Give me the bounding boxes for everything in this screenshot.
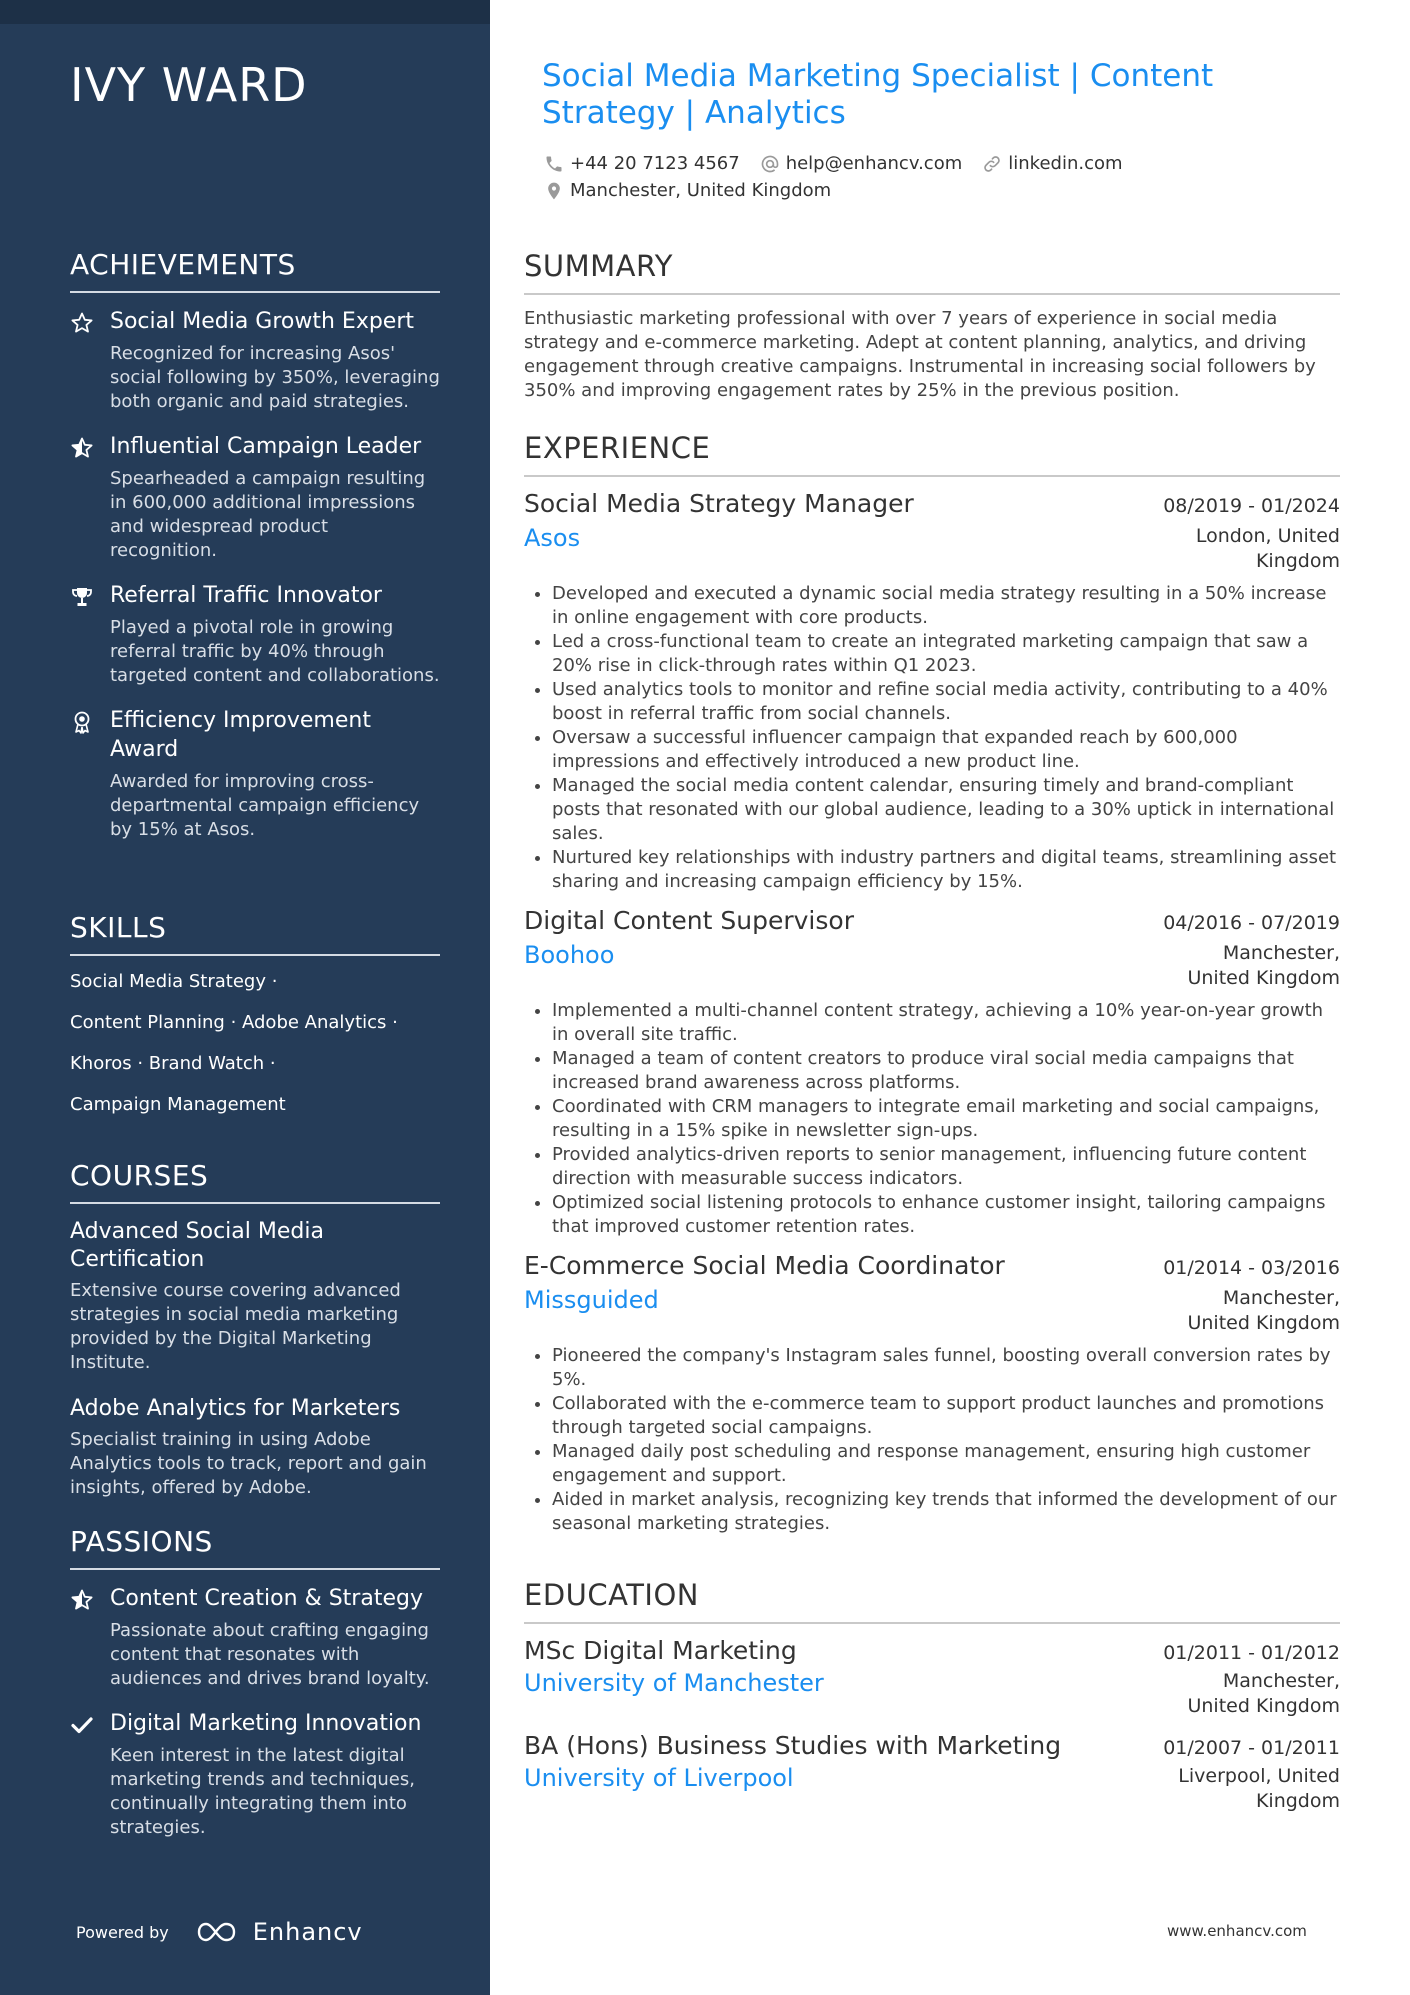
achievement-title: Referral Traffic Innovator — [110, 583, 382, 608]
award-ribbon-icon — [70, 706, 110, 842]
sidebar — [0, 0, 490, 1995]
education-section — [524, 1578, 1340, 1826]
job-dates: 08/2019 - 01/2024 — [1163, 495, 1340, 517]
summary-text: Enthusiastic marketing professional with over 7 years of experience in social media strategy and e-commerce marketing. Adept at content planning, analytics, and driving engagement through creative campaigns. Instrumental in increasing social followers by 350% and improving engagement rates by 25% in the previous position. — [524, 308, 1316, 401]
school-name[interactable]: University of Manchester — [524, 1669, 824, 1697]
job-bullets — [524, 1344, 1340, 1536]
bullet-item: • Implemented a multi-channel content strategy, achieving a 10% year-on-year growth in overall site traffic. — [552, 999, 1340, 1047]
phone-text: +44 20 7123 4567 — [570, 153, 740, 174]
contact-info — [544, 150, 1143, 204]
course-desc: Extensive course covering advanced strategies in social media marketing provided by the Digital Marketing Institute. — [70, 1280, 401, 1373]
courses-heading: COURSES — [70, 1159, 440, 1204]
star-outline-icon — [70, 307, 110, 414]
website-link[interactable]: www.enhancv.com — [1167, 1922, 1307, 1940]
job-location: Manchester, United Kingdom — [1187, 1287, 1340, 1334]
powered-by-label: Powered by — [76, 1922, 169, 1942]
job-dates: 01/2014 - 03/2016 — [1163, 1257, 1340, 1279]
bullet-item: • Nurtured key relationships with industry partners and digital teams, streamlining asset sharing and increasing campaign efficiency by 15%. — [552, 846, 1340, 894]
achievement-desc: Recognized for increasing Asos' social following by 350%, leveraging both organic and paid strategies. — [110, 343, 440, 412]
star-half-icon — [70, 1584, 110, 1691]
job-entry — [524, 1251, 1340, 1536]
bullet-item: • Developed and executed a dynamic social media strategy resulting in a 50% increase in online engagement with core products. — [552, 582, 1340, 630]
passion-item — [70, 1709, 440, 1840]
linkedin-text: linkedin.com — [1008, 153, 1123, 174]
passions-heading: PASSIONS — [70, 1525, 440, 1570]
passions-section — [70, 1525, 440, 1858]
job-location: Manchester, United Kingdom — [1187, 942, 1340, 989]
course-title: Adobe Analytics for Marketers — [70, 1396, 401, 1421]
education-entry — [524, 1731, 1340, 1814]
skills-list — [70, 970, 440, 1117]
skill-line: Social Media Strategy · — [70, 971, 278, 992]
degree-title: MSc Digital Marketing — [524, 1636, 797, 1665]
courses-section — [70, 1159, 440, 1520]
job-entry — [524, 906, 1340, 1239]
bullet-item: • Managed a team of content creators to produce viral social media campaigns that increased brand awareness across platforms. — [552, 1047, 1340, 1095]
bullet-item: • Provided analytics-driven reports to senior management, influencing future content direction with measurable success indicators. — [552, 1143, 1340, 1191]
bullet-item: • Managed daily post scheduling and response management, ensuring high customer engagement and support. — [552, 1440, 1340, 1488]
link-icon — [982, 154, 1002, 174]
check-icon — [70, 1709, 110, 1840]
job-title: Social Media Strategy Manager — [524, 489, 914, 518]
experience-section — [524, 431, 1340, 1548]
achievement-title: Influential Campaign Leader — [110, 434, 422, 459]
achievement-item — [70, 307, 440, 414]
achievements-section — [70, 248, 440, 860]
passion-desc: Keen interest in the latest digital marketing trends and techniques, continually integrating them into strategies. — [110, 1745, 415, 1838]
powered-by — [76, 1918, 363, 1946]
skills-heading: SKILLS — [70, 911, 440, 956]
achievement-item — [70, 432, 440, 563]
achievement-title: Efficiency Improvement Award — [110, 708, 371, 762]
course-desc: Specialist training in using Adobe Analytics tools to track, report and gain insights, offered by Adobe. — [70, 1429, 427, 1498]
course-item — [70, 1395, 440, 1500]
sidebar-top-band — [0, 0, 490, 24]
school-name[interactable]: University of Liverpool — [524, 1764, 794, 1792]
skill-line: Campaign Management — [70, 1094, 286, 1115]
bullet-item: • Coordinated with CRM managers to integrate email marketing and social campaigns, resulting in a 15% spike in newsletter sign-ups. — [552, 1095, 1340, 1143]
summary-heading: SUMMARY — [524, 249, 1340, 295]
passion-title: Content Creation & Strategy — [110, 1586, 423, 1611]
bullet-item: • Collaborated with the e-commerce team to support product launches and promotions through targeted social campaigns. — [552, 1392, 1340, 1440]
achievement-desc: Spearheaded a campaign resulting in 600,000 additional impressions and widespread product recognition. — [110, 468, 426, 561]
enhancv-logo[interactable] — [195, 1918, 363, 1946]
trophy-icon — [70, 581, 110, 688]
achievement-title: Social Media Growth Expert — [110, 309, 415, 334]
education-location: Liverpool, United Kingdom — [1178, 1765, 1340, 1812]
phone-contact[interactable] — [544, 150, 740, 177]
headline: Social Media Marketing Specialist | Content Strategy | Analytics — [542, 58, 1214, 131]
job-bullets — [524, 582, 1340, 894]
location-pin-icon — [544, 181, 564, 201]
education-location: Manchester, United Kingdom — [1187, 1670, 1340, 1717]
bullet-item: • Managed the social media content calendar, ensuring timely and brand-compliant posts that resonated with our global audience, leading to a 30% uptick in international sales. — [552, 774, 1340, 846]
bullet-item: • Oversaw a successful influencer campaign that expanded reach by 600,000 impressions and effectively introduced a new product line. — [552, 726, 1340, 774]
passion-title: Digital Marketing Innovation — [110, 1711, 422, 1736]
company-name[interactable]: Missguided — [524, 1286, 659, 1314]
bullet-item: • Aided in market analysis, recognizing key trends that informed the development of our seasonal marketing strategies. — [552, 1488, 1340, 1536]
passion-item — [70, 1584, 440, 1691]
location-contact — [544, 177, 831, 204]
bullet-item: • Used analytics tools to monitor and refine social media activity, contributing to a 40% boost in referral traffic from social channels. — [552, 678, 1340, 726]
bullet-item: • Led a cross-functional team to create an integrated marketing campaign that saw a 20% rise in click-through rates within Q1 2023. — [552, 630, 1340, 678]
skills-section — [70, 911, 440, 1134]
experience-heading: EXPERIENCE — [524, 431, 1340, 477]
company-name[interactable]: Asos — [524, 524, 581, 552]
course-item — [70, 1218, 440, 1375]
brand-name: Enhancv — [252, 1918, 363, 1946]
candidate-name: IVY WARD — [70, 58, 308, 112]
email-text: help@enhancv.com — [785, 153, 963, 174]
star-half-icon — [70, 432, 110, 563]
email-contact[interactable] — [760, 150, 963, 177]
job-bullets — [524, 999, 1340, 1239]
course-title: Advanced Social Media Certification — [70, 1219, 324, 1272]
education-dates: 01/2007 - 01/2011 — [1163, 1737, 1340, 1759]
job-title: E-Commerce Social Media Coordinator — [524, 1251, 1005, 1280]
job-entry — [524, 489, 1340, 894]
education-heading: EDUCATION — [524, 1578, 1340, 1624]
achievement-item — [70, 706, 440, 842]
achievement-desc: Played a pivotal role in growing referral traffic by 40% through targeted content and collaborations. — [110, 617, 440, 686]
education-dates: 01/2011 - 01/2012 — [1163, 1642, 1340, 1664]
linkedin-contact[interactable] — [982, 150, 1122, 177]
education-entry — [524, 1636, 1340, 1719]
achievement-item — [70, 581, 440, 688]
location-text: Manchester, United Kingdom — [570, 180, 832, 201]
company-name[interactable]: Boohoo — [524, 941, 615, 969]
summary-section — [524, 249, 1340, 403]
degree-title: BA (Hons) Business Studies with Marketing — [524, 1731, 1062, 1760]
achievements-heading: ACHIEVEMENTS — [70, 248, 440, 293]
bullet-item: • Pioneered the company's Instagram sales funnel, boosting overall conversion rates by 5%. — [552, 1344, 1340, 1392]
job-dates: 04/2016 - 07/2019 — [1163, 912, 1340, 934]
skill-line: Content Planning · Adobe Analytics · — [70, 1012, 398, 1033]
achievement-desc: Awarded for improving cross-departmental campaign efficiency by 15% at Asos. — [110, 771, 420, 840]
phone-icon — [544, 154, 564, 174]
at-icon — [760, 154, 780, 174]
skill-line: Khoros · Brand Watch · — [70, 1053, 276, 1074]
bullet-item: • Optimized social listening protocols to enhance customer insight, tailoring campaigns that improved customer retention rates. — [552, 1191, 1340, 1239]
job-location: London, United Kingdom — [1195, 525, 1340, 572]
infinity-logo-icon — [195, 1919, 243, 1945]
passion-desc: Passionate about crafting engaging content that resonates with audiences and drives brand loyalty. — [110, 1620, 430, 1689]
job-title: Digital Content Supervisor — [524, 906, 854, 935]
